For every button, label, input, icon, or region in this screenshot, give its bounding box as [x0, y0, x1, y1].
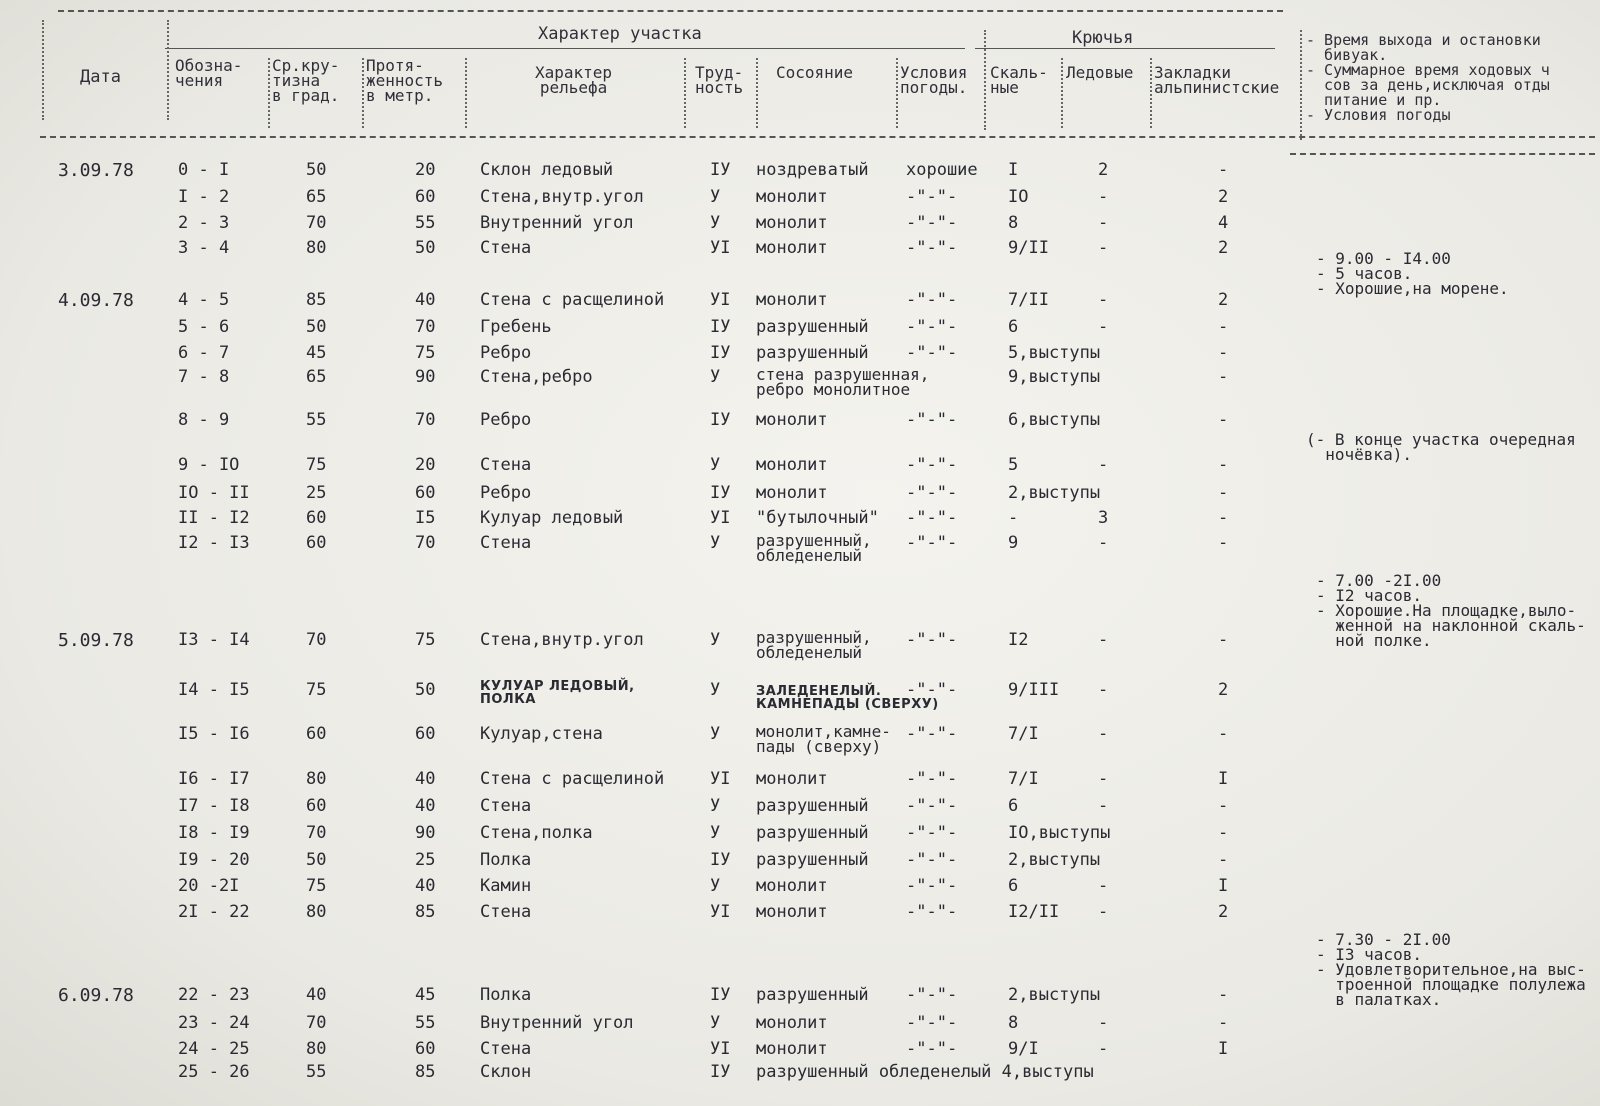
cell-state: разрушенный	[756, 823, 869, 843]
cell-steep: 70	[306, 630, 327, 650]
cell-relief: Полка	[480, 850, 532, 870]
cell-steep: 70	[306, 823, 327, 843]
cell-diff: IУ	[710, 483, 731, 503]
cell-state: монолит	[756, 876, 828, 896]
cell-state: ноздреватый	[756, 160, 869, 180]
cell-ice: -	[1098, 1013, 1109, 1033]
cell-ice: -	[1098, 902, 1109, 922]
cell-weather: -"-"-	[906, 533, 958, 553]
cell-rock: 6	[1008, 317, 1019, 337]
cell-rock: 9,выступы	[1008, 367, 1101, 387]
cell-relief: Ребро	[480, 410, 532, 430]
cell-rock: I2	[1008, 630, 1029, 650]
cell-steep: 50	[306, 160, 327, 180]
header-steepness: Ср.кру- тизна в град.	[272, 56, 340, 105]
cell-rock: 7/I	[1008, 769, 1039, 789]
cell-seg: I7 - I8	[178, 796, 250, 816]
cell-diff: У	[710, 823, 721, 843]
cell-relief: Кулуар ледовый	[480, 508, 624, 528]
cell-relief: Ребро	[480, 343, 532, 363]
header-bolts: Закладки альпинистские	[1154, 63, 1280, 97]
cell-seg: II - I2	[178, 508, 250, 528]
cell-date: 5.09.78	[58, 630, 134, 651]
cell-steep: 75	[306, 455, 327, 475]
cell-steep: 70	[306, 213, 327, 233]
cell-relief: Стена с расщелиной	[480, 290, 665, 310]
cell-bolts: -	[1218, 343, 1229, 363]
cell-len: 45	[415, 985, 436, 1005]
header-relief: Характер рельефа	[535, 63, 613, 97]
cell-relief: Полка	[480, 985, 532, 1005]
cell-diff: IУ	[710, 410, 731, 430]
cell-state: монолит	[756, 455, 828, 475]
cell-len: I5	[415, 508, 436, 528]
header-separator	[362, 58, 364, 128]
cell-date: 6.09.78	[58, 985, 134, 1006]
cell-state: разрушенный	[756, 317, 869, 337]
cell-len: 55	[415, 213, 436, 233]
cell-relief: Гребень	[480, 317, 552, 337]
cell-state: монолит	[756, 1013, 828, 1033]
cell-seg: 8 - 9	[178, 410, 230, 430]
header-bottom-rule	[40, 136, 1595, 138]
notes-day-3: - 7.30 - 2I.00 - I3 часов. - Удовлетворительное,на выс- троенной площадке полулежа в палатках.	[1316, 930, 1586, 1009]
cell-seg: IO - II	[178, 483, 250, 503]
cell-rock: 9/III	[1008, 680, 1060, 700]
cell-ice: -	[1098, 796, 1109, 816]
section-underline	[165, 48, 965, 49]
cell-weather: -"-"-	[906, 823, 958, 843]
cell-relief: Склон ледовый	[480, 160, 614, 180]
cell-steep: 50	[306, 317, 327, 337]
cell-len: 50	[415, 680, 436, 700]
cell-ice: -	[1098, 724, 1109, 744]
cell-steep: 65	[306, 367, 327, 387]
cell-relief: Стена	[480, 1039, 532, 1059]
cell-weather: -"-"-	[906, 410, 958, 430]
header-separator	[1150, 58, 1152, 128]
cell-diff: УI	[710, 769, 731, 789]
cell-ice: -	[1098, 1039, 1109, 1059]
cell-seg: I9 - 20	[178, 850, 250, 870]
cell-steep: 60	[306, 533, 327, 553]
cell-len: 85	[415, 902, 436, 922]
header-separator	[42, 20, 44, 120]
cell-seg: 9 - IO	[178, 455, 240, 475]
cell-steep: 60	[306, 724, 327, 744]
cell-rock: 8	[1008, 213, 1019, 233]
cell-rock: 2,выступы	[1008, 985, 1101, 1005]
cell-state: монолит,камне- пады (сверху)	[756, 722, 891, 756]
cell-date: 3.09.78	[58, 160, 134, 181]
cell-bolts: 4	[1218, 213, 1229, 233]
cell-bolts: -	[1218, 410, 1229, 430]
cell-rock: I2/II	[1008, 902, 1060, 922]
cell-steep: 40	[306, 985, 327, 1005]
cell-seg: 2 - 3	[178, 213, 230, 233]
header-rock-hooks: Скаль- ные	[990, 63, 1048, 97]
cell-relief: Внутренний угол	[480, 213, 634, 233]
cell-weather: -"-"-	[906, 680, 958, 700]
cell-steep: 80	[306, 1039, 327, 1059]
cell-diff: IУ	[710, 1062, 731, 1082]
cell-weather: -"-"-	[906, 290, 958, 310]
cell-diff: IУ	[710, 343, 731, 363]
cell-rock: 2,выступы	[1008, 850, 1101, 870]
cell-rock: 8	[1008, 1013, 1019, 1033]
notes-bivouac: (- В конце участка очередная ночёвка).	[1306, 430, 1576, 464]
cell-state: монолит	[756, 483, 828, 503]
cell-relief: Ребро	[480, 483, 532, 503]
cell-diff: У	[710, 1013, 721, 1033]
cell-ice: 2	[1098, 160, 1109, 180]
cell-date: 4.09.78	[58, 290, 134, 311]
cell-len: 75	[415, 630, 436, 650]
cell-relief: Склон	[480, 1062, 532, 1082]
cell-seg: 24 - 25	[178, 1039, 250, 1059]
cell-diff: УI	[710, 902, 731, 922]
cell-bolts: 2	[1218, 187, 1229, 207]
cell-ice: -	[1098, 213, 1109, 233]
cell-diff: УI	[710, 238, 731, 258]
cell-weather: -"-"-	[906, 1013, 958, 1033]
cell-rock: 9/II	[1008, 238, 1049, 258]
cell-steep: 50	[306, 850, 327, 870]
cell-weather: -"-"-	[906, 876, 958, 896]
header-section-group: Характер участка	[538, 24, 702, 44]
cell-state: монолит	[756, 238, 828, 258]
cell-diff: У	[710, 213, 721, 233]
cell-bolts: -	[1218, 1013, 1229, 1033]
cell-state: разрушенный	[756, 343, 869, 363]
cell-seg: I5 - I6	[178, 724, 250, 744]
cell-ice: -	[1098, 238, 1109, 258]
cell-steep: 80	[306, 902, 327, 922]
cell-relief: Стена	[480, 533, 532, 553]
cell-steep: 80	[306, 238, 327, 258]
cell-seg: 23 - 24	[178, 1013, 250, 1033]
cell-state: разрушенный, обледенелый	[756, 531, 872, 565]
cell-state: "бутылочный"	[756, 508, 879, 528]
cell-relief: Стена,ребро	[480, 367, 593, 387]
cell-len: 70	[415, 533, 436, 553]
cell-weather: -"-"-	[906, 317, 958, 337]
cell-ice: 3	[1098, 508, 1109, 528]
cell-relief: Камин	[480, 876, 532, 896]
cell-rock: 2,выступы	[1008, 483, 1101, 503]
cell-relief: Стена,полка	[480, 823, 593, 843]
cell-len: 75	[415, 343, 436, 363]
cell-len: 60	[415, 483, 436, 503]
cell-steep: 60	[306, 508, 327, 528]
cell-bolts: -	[1218, 160, 1229, 180]
header-top-rule	[58, 10, 1283, 12]
cell-steep: 75	[306, 680, 327, 700]
notes-divider-rule	[1290, 153, 1595, 155]
header-separator	[1061, 58, 1063, 128]
cell-state: монолит	[756, 187, 828, 207]
cell-steep: 55	[306, 1062, 327, 1082]
header-state: Сосояние	[776, 63, 854, 82]
header-separator	[756, 58, 758, 128]
cell-len: 90	[415, 367, 436, 387]
cell-seg: I2 - I3	[178, 533, 250, 553]
cell-ice: -	[1098, 630, 1109, 650]
cell-seg: 4 - 5	[178, 290, 230, 310]
cell-weather: -"-"-	[906, 769, 958, 789]
header-separator	[984, 30, 986, 130]
cell-diff: У	[710, 724, 721, 744]
cell-state: монолит	[756, 769, 828, 789]
cell-len: 50	[415, 238, 436, 258]
cell-weather: хорошие	[906, 160, 978, 180]
cell-rock: 6	[1008, 796, 1019, 816]
cell-rock: 9	[1008, 533, 1019, 553]
cell-rock: -	[1008, 508, 1019, 528]
header-date: Дата	[80, 67, 121, 87]
cell-bolts: I	[1218, 1039, 1229, 1059]
cell-steep: 60	[306, 796, 327, 816]
cell-diff: IУ	[710, 317, 731, 337]
cell-relief: Внутренний угол	[480, 1013, 634, 1033]
cell-seg: 0 - I	[178, 160, 230, 180]
cell-rock: 6	[1008, 876, 1019, 896]
cell-len: 60	[415, 187, 436, 207]
cell-weather: -"-"-	[906, 483, 958, 503]
cell-len: 25	[415, 850, 436, 870]
cell-bolts: 2	[1218, 238, 1229, 258]
notes-day-2: - 7.00 -2I.00 - I2 часов. - Хорошие.На площадке,выло- женной на наклонной скаль- ной полке.	[1316, 571, 1586, 650]
cell-seg: 22 - 23	[178, 985, 250, 1005]
cell-steep: 45	[306, 343, 327, 363]
cell-bolts: -	[1218, 850, 1229, 870]
cell-rock: 5	[1008, 455, 1019, 475]
cell-seg: I8 - I9	[178, 823, 250, 843]
cell-state: монолит	[756, 902, 828, 922]
cell-len: 90	[415, 823, 436, 843]
cell-bolts: I	[1218, 876, 1229, 896]
header-notes: - Время выхода и остановки бивуак. - Суммарное время ходовых ч сов за день,исключая отды питание и пр. - Условия погоды	[1306, 31, 1550, 124]
cell-rock: 5,выступы	[1008, 343, 1101, 363]
cell-bolts: 2	[1218, 290, 1229, 310]
cell-len: 40	[415, 769, 436, 789]
cell-relief: Стена	[480, 455, 532, 475]
cell-seg: 3 - 4	[178, 238, 230, 258]
cell-state: монолит	[756, 410, 828, 430]
cell-state: ЗАЛЕДЕНЕЛЫЙ. КАМНЕПАДЫ (СВЕРХУ)	[756, 684, 939, 712]
cell-ice: -	[1098, 290, 1109, 310]
cell-len: 70	[415, 317, 436, 337]
cell-diff: УI	[710, 290, 731, 310]
cell-weather: -"-"-	[906, 238, 958, 258]
header-separator	[684, 58, 686, 128]
cell-steep: 85	[306, 290, 327, 310]
cell-ice: -	[1098, 455, 1109, 475]
cell-state: монолит	[756, 290, 828, 310]
cell-len: 85	[415, 1062, 436, 1082]
cell-diff: У	[710, 680, 721, 700]
cell-seg: 5 - 6	[178, 317, 230, 337]
cell-state: разрушенный	[756, 796, 869, 816]
cell-diff: У	[710, 455, 721, 475]
header-hooks-group: Крючья	[1072, 28, 1134, 48]
cell-seg: I - 2	[178, 187, 230, 207]
cell-seg: 25 - 26	[178, 1062, 250, 1082]
cell-ice: -	[1098, 876, 1109, 896]
cell-relief: Кулуар,стена	[480, 724, 603, 744]
cell-rock: 7/I	[1008, 724, 1039, 744]
cell-state: разрушенный	[756, 985, 869, 1005]
cell-ice: -	[1098, 533, 1109, 553]
cell-steep: 80	[306, 769, 327, 789]
header-separator	[1300, 30, 1302, 140]
notes-day-1: - 9.00 - I4.00 - 5 часов. - Хорошие,на морене.	[1316, 249, 1509, 298]
cell-weather: -"-"-	[906, 850, 958, 870]
header-difficulty: Труд- ность	[695, 63, 744, 97]
cell-bolts: 2	[1218, 902, 1229, 922]
cell-bolts: -	[1218, 367, 1229, 387]
header-length: Протя- женность в метр.	[366, 56, 444, 105]
cell-rock: IO	[1008, 187, 1029, 207]
header-separator	[167, 20, 169, 120]
cell-len: 20	[415, 160, 436, 180]
cell-diff: У	[710, 630, 721, 650]
cell-rock: I	[1008, 160, 1019, 180]
cell-bolts: -	[1218, 630, 1229, 650]
header-separator	[268, 58, 270, 128]
cell-seg: 2I - 22	[178, 902, 250, 922]
cell-bolts: -	[1218, 533, 1229, 553]
cell-relief: Стена	[480, 796, 532, 816]
cell-len: 40	[415, 796, 436, 816]
cell-bolts: 2	[1218, 680, 1229, 700]
cell-bolts: -	[1218, 724, 1229, 744]
cell-len: 60	[415, 724, 436, 744]
cell-weather: -"-"-	[906, 724, 958, 744]
header-ice-hooks: Ледовые	[1066, 63, 1134, 82]
cell-state: стена разрушенная, ребро монолитное	[756, 365, 930, 399]
cell-len: 70	[415, 410, 436, 430]
cell-relief: Стена,внутр.угол	[480, 187, 644, 207]
cell-bolts: -	[1218, 508, 1229, 528]
cell-bolts: -	[1218, 823, 1229, 843]
cell-steep: 75	[306, 876, 327, 896]
cell-diff: У	[710, 367, 721, 387]
cell-diff: У	[710, 876, 721, 896]
cell-weather: -"-"-	[906, 796, 958, 816]
cell-relief: КУЛУАР ЛЕДОВЫЙ, ПОЛКА	[480, 679, 635, 707]
cell-state: разрушенный	[756, 850, 869, 870]
cell-ice: -	[1098, 680, 1109, 700]
cell-weather: -"-"-	[906, 1039, 958, 1059]
cell-ice: -	[1098, 317, 1109, 337]
cell-len: 40	[415, 290, 436, 310]
cell-diff: IУ	[710, 985, 731, 1005]
cell-bolts: -	[1218, 317, 1229, 337]
cell-weather: -"-"-	[906, 455, 958, 475]
cell-rock: 9/I	[1008, 1039, 1039, 1059]
cell-relief: Стена с расщелиной	[480, 769, 665, 789]
hooks-underline	[975, 48, 1275, 49]
cell-relief: Стена	[480, 902, 532, 922]
cell-seg: 6 - 7	[178, 343, 230, 363]
header-separator	[896, 58, 898, 128]
cell-weather: -"-"-	[906, 508, 958, 528]
cell-steep: 65	[306, 187, 327, 207]
cell-relief: Стена	[480, 238, 532, 258]
cell-bolts: -	[1218, 985, 1229, 1005]
cell-ice: -	[1098, 187, 1109, 207]
cell-weather: -"-"-	[906, 902, 958, 922]
cell-rock: 7/II	[1008, 290, 1049, 310]
cell-bolts: -	[1218, 483, 1229, 503]
cell-weather: -"-"-	[906, 213, 958, 233]
cell-seg: I6 - I7	[178, 769, 250, 789]
cell-weather: -"-"-	[906, 985, 958, 1005]
cell-len: 20	[415, 455, 436, 475]
cell-diff: У	[710, 533, 721, 553]
cell-seg: 7 - 8	[178, 367, 230, 387]
cell-weather: -"-"-	[906, 343, 958, 363]
cell-bolts: -	[1218, 455, 1229, 475]
cell-len: 55	[415, 1013, 436, 1033]
cell-len: 40	[415, 876, 436, 896]
cell-rock: 6,выступы	[1008, 410, 1101, 430]
cell-state: монолит	[756, 213, 828, 233]
cell-diff: IУ	[710, 160, 731, 180]
cell-diff: УI	[710, 1039, 731, 1059]
cell-state: разрушенный обледенелый 4,выступы	[756, 1062, 1094, 1082]
cell-steep: 25	[306, 483, 327, 503]
cell-seg: I4 - I5	[178, 680, 250, 700]
cell-seg: I3 - I4	[178, 630, 250, 650]
cell-steep: 55	[306, 410, 327, 430]
cell-len: 60	[415, 1039, 436, 1059]
cell-weather: -"-"-	[906, 630, 958, 650]
cell-diff: У	[710, 187, 721, 207]
cell-bolts: I	[1218, 769, 1229, 789]
cell-bolts: -	[1218, 796, 1229, 816]
cell-rock: IO,выступы	[1008, 823, 1111, 843]
header-separator	[465, 58, 467, 128]
cell-diff: У	[710, 796, 721, 816]
cell-seg: 20 -2I	[178, 876, 240, 896]
cell-ice: -	[1098, 769, 1109, 789]
cell-relief: Стена,внутр.угол	[480, 630, 644, 650]
cell-state: разрушенный, обледенелый	[756, 628, 872, 662]
cell-weather: -"-"-	[906, 187, 958, 207]
header-designation: Обозна- чения	[175, 56, 243, 90]
cell-diff: IУ	[710, 850, 731, 870]
header-weather: Условия погоды.	[900, 63, 968, 97]
cell-state: монолит	[756, 1039, 828, 1059]
cell-diff: УI	[710, 508, 731, 528]
cell-steep: 70	[306, 1013, 327, 1033]
